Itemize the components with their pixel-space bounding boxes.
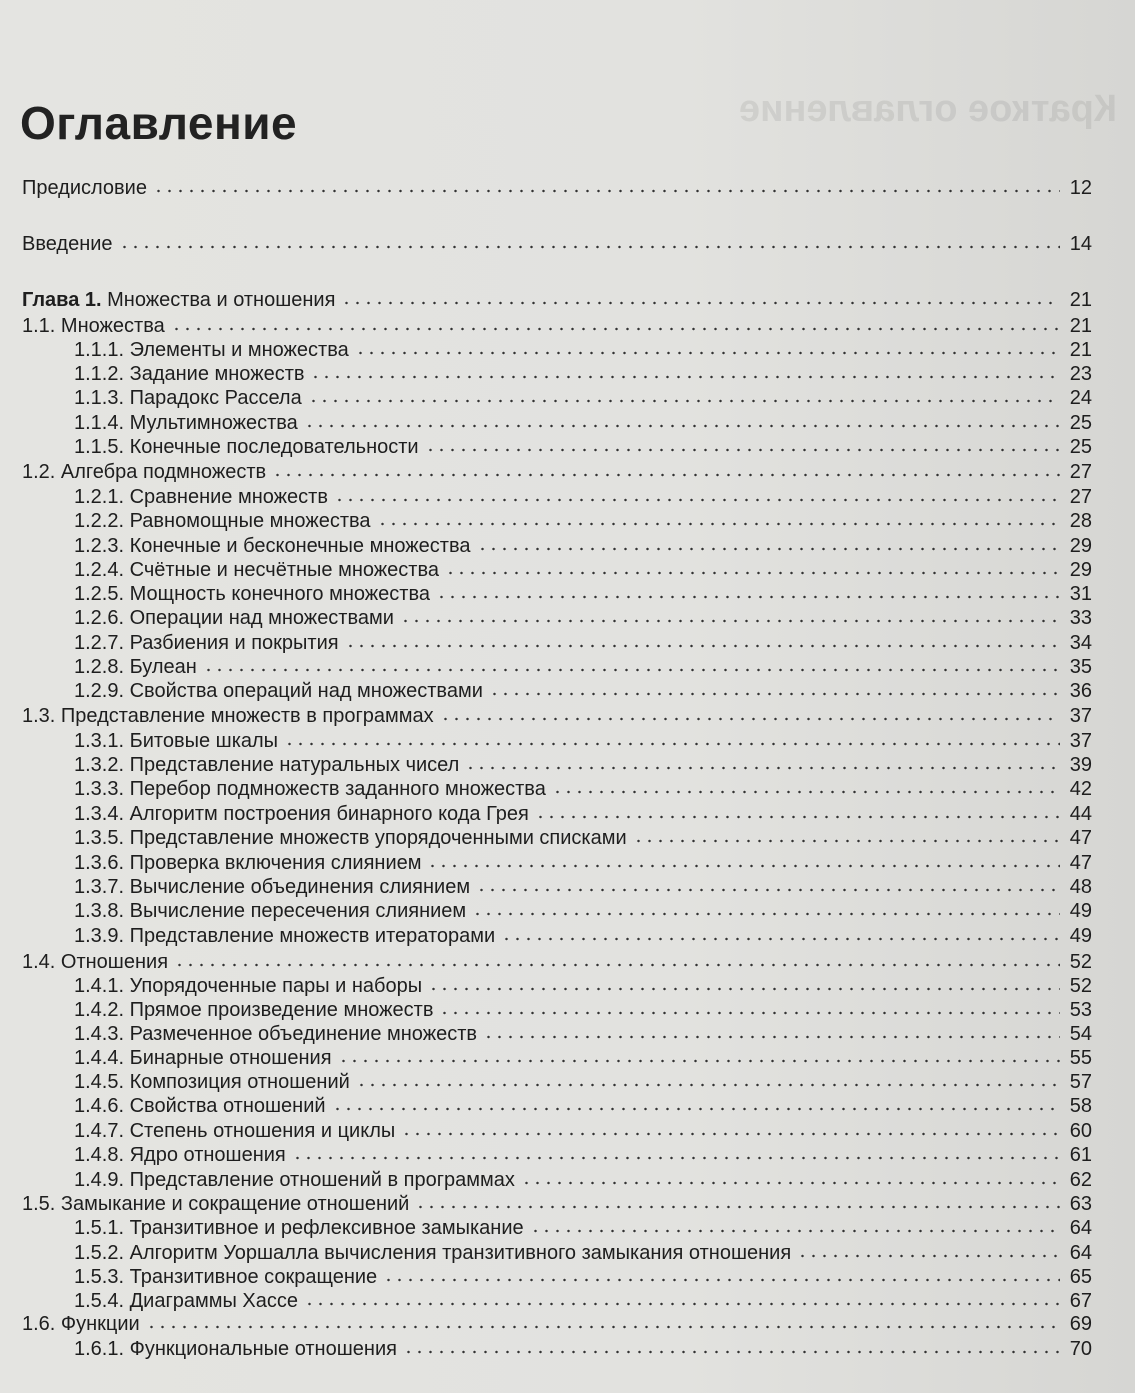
leader-dots (477, 536, 1061, 552)
toc-entry (22, 288, 1092, 312)
toc-entry-label (74, 826, 627, 850)
toc-entry-label (74, 606, 394, 630)
toc-entry-number: 1.2.3. (74, 535, 125, 557)
leader-dots (345, 633, 1060, 649)
toc-entry-number: 1.2.9. (74, 680, 125, 702)
toc-entry-number: 1.2.8. (74, 656, 125, 678)
leader-dots (428, 976, 1060, 992)
toc-entry-number: 1.4.7. (74, 1120, 125, 1142)
toc-entry-label (74, 802, 529, 826)
leader-dots (356, 1072, 1060, 1088)
toc-entry (74, 729, 1092, 753)
toc-entry-title: Булеан (129, 656, 197, 678)
toc-entry-label (74, 1022, 477, 1046)
toc-entry-number: 1.4.9. (74, 1169, 125, 1191)
toc-entry-page-number: 64 (1069, 1242, 1092, 1264)
leader-dots (521, 1170, 1060, 1186)
toc-entry-title: Вычисление пересечения слиянием (129, 900, 467, 922)
leader-dots (552, 779, 1060, 795)
toc-entry-title: Представление отношений в программах (129, 1169, 515, 1191)
toc-entry-title: Композиция отношений (129, 1071, 350, 1093)
toc-entry-label (74, 655, 197, 679)
toc-entry-page-number: 35 (1069, 656, 1092, 678)
toc-entry-number: 1.2.6. (74, 607, 125, 629)
leader-dots (472, 901, 1060, 917)
toc-entry-title: Представление натуральных чисел (129, 754, 460, 776)
toc-entry-page-number: 67 (1069, 1290, 1092, 1312)
toc-entry-title: Проверка включения слиянием (129, 852, 422, 874)
leader-dots (119, 234, 1060, 250)
leader-dots (427, 853, 1060, 869)
toc-entry-label (22, 460, 266, 484)
toc-entry (74, 1289, 1092, 1313)
leader-dots (476, 877, 1060, 893)
leader-dots (338, 1048, 1060, 1064)
toc-entry-page-number: 53 (1069, 999, 1092, 1021)
toc-entry-page-number: 25 (1069, 436, 1092, 458)
toc-entry (74, 362, 1092, 386)
toc-entry (22, 704, 1092, 728)
leader-dots (465, 755, 1060, 771)
toc-entry-label (74, 534, 471, 558)
toc-entry-label (74, 679, 483, 703)
toc-entry-label (74, 582, 430, 606)
toc-entry-title: Транзитивное и рефлексивное замыкание (129, 1217, 524, 1239)
toc-entry-page-number: 29 (1069, 559, 1092, 581)
toc-entry-label (74, 998, 433, 1022)
toc-entry-page-number: 33 (1069, 607, 1092, 629)
toc-entry-number: 1.5.4. (74, 1290, 125, 1312)
toc-entry (74, 655, 1092, 679)
toc-entry-page-number: 69 (1069, 1313, 1092, 1335)
toc-entry-number: 1.3.9. (74, 925, 125, 947)
toc-entry-page-number: 27 (1069, 486, 1092, 508)
toc-entry (74, 1094, 1092, 1118)
toc-entry-title: Множества (60, 315, 165, 337)
toc-entry-title: Разбиения и покрытия (129, 632, 339, 654)
toc-entry-label (74, 631, 339, 655)
toc-entry-page-number: 57 (1069, 1071, 1092, 1093)
toc-entry-title: Транзитивное сокращение (129, 1266, 378, 1288)
toc-entry (74, 338, 1092, 362)
leader-dots (483, 1024, 1060, 1040)
toc-entry (22, 1312, 1092, 1336)
toc-entry-number: 1.3.2. (74, 754, 125, 776)
leader-dots (633, 828, 1060, 844)
toc-entry-page-number: 47 (1069, 827, 1092, 849)
toc-entry-page-number: 34 (1069, 632, 1092, 654)
leader-dots (272, 462, 1060, 478)
toc-entry-title: Конечные и бесконечные множества (129, 535, 471, 557)
toc-entry-label (22, 314, 165, 338)
leader-dots (174, 952, 1060, 968)
leader-dots (401, 1121, 1060, 1137)
toc-entry-number: 1.3.5. (74, 827, 125, 849)
toc-entry-title: Свойства отношений (129, 1095, 326, 1117)
toc-entry-page-number: 49 (1069, 925, 1092, 947)
toc-entry-label (74, 924, 495, 948)
leader-dots (445, 560, 1060, 576)
toc-entry (74, 974, 1092, 998)
toc-entry (74, 875, 1092, 899)
toc-entry-label (74, 974, 422, 998)
toc-entry-title: Замыкание и сокращение отношений (60, 1193, 410, 1215)
toc-entry (74, 435, 1092, 459)
toc-entry (74, 411, 1092, 435)
toc-entry-number: 1.2.2. (74, 510, 125, 532)
toc-entry-label (74, 875, 470, 899)
toc-entry-title: Задание множеств (129, 363, 305, 385)
toc-entry (74, 753, 1092, 777)
leader-dots (308, 388, 1060, 404)
toc-entry-label (22, 1192, 409, 1216)
toc-entry-title: Свойства операций над множествами (129, 680, 483, 702)
toc-entry-page-number: 62 (1069, 1169, 1092, 1191)
leader-dots (535, 804, 1060, 820)
toc-entry-number: 1.3.4. (74, 803, 125, 825)
toc-entry-label (74, 338, 349, 362)
toc-entry-title: Функциональные отношения (129, 1338, 397, 1360)
leader-dots (292, 1145, 1060, 1161)
toc-entry-title: Представление множеств упорядоченными списками (129, 827, 627, 849)
toc-entry-page-number: 58 (1069, 1095, 1092, 1117)
leader-dots (439, 1000, 1060, 1016)
toc-entry (74, 386, 1092, 410)
toc-entry-label (74, 362, 304, 386)
toc-entry-number: 1.4.4. (74, 1047, 125, 1069)
toc-entry-page-number: 31 (1069, 583, 1092, 605)
toc-entry-title: Предисловие (22, 177, 147, 199)
leader-dots (415, 1194, 1060, 1210)
toc-entry-label (74, 729, 278, 753)
toc-entry-label (74, 777, 546, 801)
toc-entry-number: 1.2.7. (74, 632, 125, 654)
toc-entry-number: 1.3.1. (74, 730, 125, 752)
toc-entry-number: 1.1.2. (74, 363, 125, 385)
toc-entry-number: 1.4.1. (74, 975, 125, 997)
leader-dots (501, 926, 1060, 942)
toc-entry-label (74, 1168, 515, 1192)
toc-entry (22, 460, 1092, 484)
toc-entry-title: Размеченное объединение множеств (129, 1023, 477, 1045)
toc-entry-page-number: 36 (1069, 680, 1092, 702)
leader-dots (355, 340, 1060, 356)
toc-entry (74, 1216, 1092, 1240)
toc-entry-page-number: 55 (1069, 1047, 1092, 1069)
toc-entry-title: Бинарные отношения (129, 1047, 332, 1069)
toc-entry (74, 1265, 1092, 1289)
leader-dots (383, 1267, 1060, 1283)
leader-dots (146, 1314, 1060, 1330)
toc-entry (74, 802, 1092, 826)
toc-entry-number: 1.3.8. (74, 900, 125, 922)
toc-entry-page-number: 61 (1069, 1144, 1092, 1166)
toc-entry (74, 998, 1092, 1022)
toc-entry (74, 534, 1092, 558)
leader-dots (440, 706, 1060, 722)
toc-entry (74, 1119, 1092, 1143)
toc-entry (74, 582, 1092, 606)
leader-dots (203, 657, 1060, 673)
toc-entry-title: Вычисление объединения слиянием (129, 876, 471, 898)
toc-entry-page-number: 52 (1069, 975, 1092, 997)
toc-entry (74, 1022, 1092, 1046)
toc-entry-number: 1.4.8. (74, 1144, 125, 1166)
page-title: Оглавление (20, 97, 298, 149)
toc-entry-label (74, 386, 302, 410)
toc-entry-title: Равномощные множества (129, 510, 371, 532)
toc-entry-number: 1.1.5. (74, 436, 125, 458)
toc-entry-label (22, 288, 335, 312)
toc-entry (22, 950, 1092, 974)
toc-entry-title: Диаграммы Хассе (129, 1290, 299, 1312)
toc-entry (74, 631, 1092, 655)
toc-entry-page-number: 21 (1069, 289, 1092, 311)
toc-entry-label (74, 1046, 332, 1070)
toc-entry-label (74, 1337, 397, 1361)
toc-entry-number: 1.1. (22, 315, 56, 337)
toc-entry-title: Битовые шкалы (129, 730, 279, 752)
toc-entry-title: Алгоритм построения бинарного кода Грея (129, 803, 529, 825)
toc-entry-title: Представление множеств в программах (60, 705, 434, 727)
toc-entry-page-number: 65 (1069, 1266, 1092, 1288)
toc-entry (74, 1241, 1092, 1265)
toc-entry-number: 1.2.5. (74, 583, 125, 605)
toc-entry-page-number: 42 (1069, 778, 1092, 800)
leader-dots (304, 1291, 1060, 1307)
toc-entry-page-number: 27 (1069, 461, 1092, 483)
toc-entry-title: Операции над множествами (129, 607, 394, 629)
toc-entry (74, 1168, 1092, 1192)
toc-entry-title: Перебор подмножеств заданного множества (129, 778, 546, 800)
toc-entry-page-number: 64 (1069, 1217, 1092, 1239)
toc-entry-page-number: 25 (1069, 412, 1092, 434)
leader-dots (310, 364, 1060, 380)
leader-dots (797, 1243, 1060, 1259)
leader-dots (153, 178, 1060, 194)
leader-dots (304, 413, 1060, 429)
toc-entry-label (74, 1241, 791, 1265)
toc-entry-title: Отношения (60, 951, 169, 973)
toc-entry-title: Функции (60, 1313, 140, 1335)
toc-entry-label (74, 1143, 286, 1167)
toc-entry-label (74, 899, 466, 923)
toc-entry-label (22, 1312, 140, 1336)
leader-dots (171, 316, 1060, 332)
toc-entry-label (74, 1094, 326, 1118)
toc-entry (22, 314, 1092, 338)
toc-entry (22, 232, 1092, 256)
leader-dots (489, 681, 1060, 697)
leader-dots (403, 1339, 1060, 1355)
toc-entry-label (74, 1289, 298, 1313)
toc-entry-label (74, 1265, 377, 1289)
toc-entry-title: Введение (22, 233, 113, 255)
toc-entry-page-number: 21 (1069, 315, 1092, 337)
toc-entry-page-number: 21 (1069, 339, 1092, 361)
toc-entry (74, 485, 1092, 509)
toc-entry (74, 509, 1092, 533)
toc-entry-title: Множества и отношения (107, 289, 336, 311)
toc-entry-number: 1.2. (22, 461, 56, 483)
bleed-through-text: Краткое оглавление (738, 88, 1117, 130)
toc-entry-label (74, 558, 439, 582)
toc-entry-page-number: 47 (1069, 852, 1092, 874)
toc-entry-page-number: 48 (1069, 876, 1092, 898)
toc-entry-label (74, 1070, 350, 1094)
leader-dots (425, 437, 1060, 453)
leader-dots (341, 290, 1060, 306)
toc-entry-page-number: 14 (1069, 233, 1092, 255)
toc-entry-number: 1.3.7. (74, 876, 125, 898)
toc-entry-title: Парадокс Рассела (129, 387, 302, 409)
toc-entry-number: Глава 1. (22, 289, 102, 311)
toc-entry-number: 1.2.1. (74, 486, 125, 508)
toc-entry-title: Упорядоченные пары и наборы (129, 975, 423, 997)
toc-entry (74, 679, 1092, 703)
toc-entry-page-number: 49 (1069, 900, 1092, 922)
toc-entry-number: 1.3.6. (74, 852, 125, 874)
toc-entry-label (74, 411, 298, 435)
toc-entry (74, 826, 1092, 850)
toc-entry (74, 851, 1092, 875)
toc-entry (74, 606, 1092, 630)
toc-entry-title: Прямое произведение множеств (129, 999, 434, 1021)
toc-entry-label (74, 1216, 524, 1240)
toc-entry-page-number: 28 (1069, 510, 1092, 532)
toc-entry-title: Алгоритм Уоршалла вычисления транзитивного замыкания отношения (129, 1242, 792, 1264)
toc-entry-number: 1.6.1. (74, 1338, 125, 1360)
toc-entry-page-number: 52 (1069, 951, 1092, 973)
toc-entry-title: Мощность конечного множества (129, 583, 430, 605)
toc-entry-label (74, 1119, 395, 1143)
toc-entry-number: 1.1.4. (74, 412, 125, 434)
toc-entry-label (22, 950, 168, 974)
toc-entry (74, 1337, 1092, 1361)
leader-dots (400, 608, 1060, 624)
leader-dots (284, 731, 1060, 747)
toc-entry-number: 1.4.5. (74, 1071, 125, 1093)
toc-entry-page-number: 60 (1069, 1120, 1092, 1142)
toc-entry (74, 924, 1092, 948)
toc-entry-title: Счётные и несчётные множества (129, 559, 439, 581)
leader-dots (332, 1096, 1060, 1112)
toc-entry-page-number: 63 (1069, 1193, 1092, 1215)
toc-entry (22, 176, 1092, 200)
toc-entry-page-number: 39 (1069, 754, 1092, 776)
toc-entry-number: 1.5.1. (74, 1217, 125, 1239)
toc-entry-label (74, 509, 371, 533)
toc-entry-number: 1.4.2. (74, 999, 125, 1021)
toc-entry-title: Конечные последовательности (129, 436, 419, 458)
toc-entry-page-number: 70 (1069, 1338, 1092, 1360)
toc-entry-title: Алгебра подмножеств (60, 461, 267, 483)
toc-entry-title: Мультимножества (129, 412, 298, 434)
toc-entry (74, 1143, 1092, 1167)
toc-entry-page-number: 54 (1069, 1023, 1092, 1045)
toc-entry-label (74, 753, 459, 777)
toc-entry-number: 1.1.1. (74, 339, 125, 361)
toc-entry-page-number: 24 (1069, 387, 1092, 409)
toc-entry-title: Степень отношения и циклы (129, 1120, 396, 1142)
toc-entry-title: Сравнение множеств (129, 486, 328, 508)
toc-entry-title: Представление множеств итераторами (129, 925, 496, 947)
toc-entry-number: 1.5.3. (74, 1266, 125, 1288)
toc-entry-label (74, 435, 419, 459)
leader-dots (334, 487, 1060, 503)
toc-entry-label (22, 176, 147, 200)
toc-entry-number: 1.2.4. (74, 559, 125, 581)
toc-entry (74, 1046, 1092, 1070)
toc-entry-label (74, 485, 328, 509)
toc-entry-label (74, 851, 421, 875)
toc-entry-label (22, 704, 434, 728)
toc-entry-page-number: 23 (1069, 363, 1092, 385)
toc-entry-title: Ядро отношения (129, 1144, 286, 1166)
toc-entry-number: 1.1.3. (74, 387, 125, 409)
toc-entry (74, 777, 1092, 801)
toc-entry-title: Элементы и множества (129, 339, 349, 361)
toc-entry-page-number: 12 (1069, 177, 1092, 199)
toc-entry-number: 1.5.2. (74, 1242, 125, 1264)
toc-entry (74, 899, 1092, 923)
toc-entry-number: 1.4. (22, 951, 56, 973)
leader-dots (530, 1218, 1060, 1234)
leader-dots (436, 584, 1060, 600)
toc-entry (22, 1192, 1092, 1216)
toc-entry-label (22, 232, 113, 256)
toc-entry-number: 1.3.3. (74, 778, 125, 800)
toc-entry-number: 1.3. (22, 705, 56, 727)
toc-entry-page-number: 37 (1069, 730, 1092, 752)
toc-entry (74, 1070, 1092, 1094)
toc-entry-page-number: 29 (1069, 535, 1092, 557)
toc-entry-number: 1.4.6. (74, 1095, 125, 1117)
toc-entry-number: 1.4.3. (74, 1023, 125, 1045)
toc-entry-page-number: 37 (1069, 705, 1092, 727)
toc-entry-number: 1.5. (22, 1193, 56, 1215)
toc-entry-number: 1.6. (22, 1313, 56, 1335)
toc-entry (74, 558, 1092, 582)
toc-entry-page-number: 44 (1069, 803, 1092, 825)
leader-dots (377, 511, 1060, 527)
